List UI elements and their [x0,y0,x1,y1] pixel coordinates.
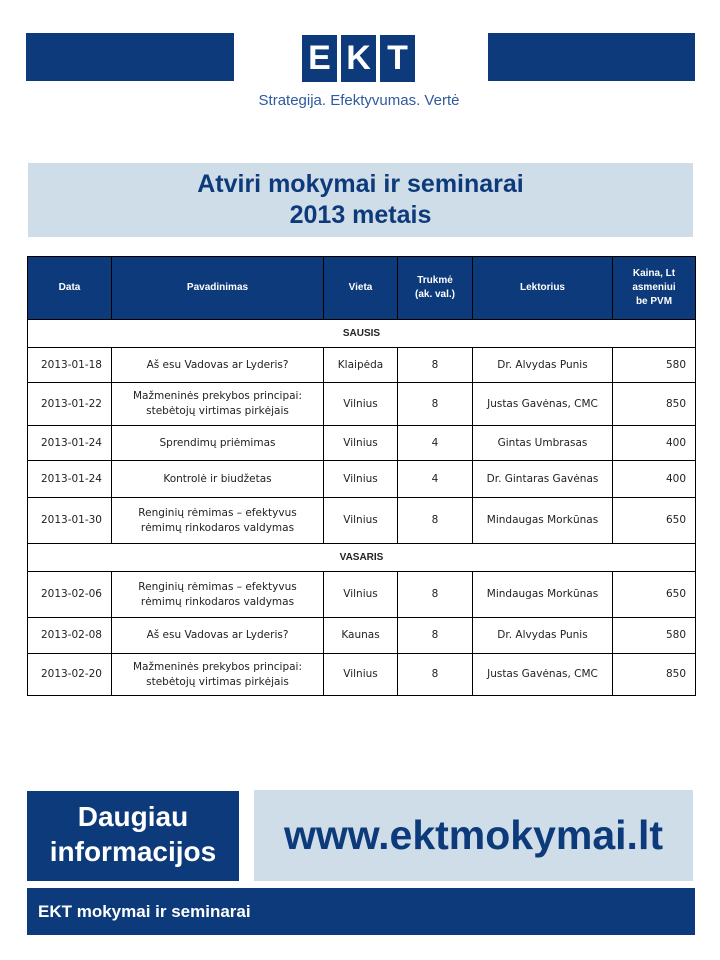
page-title [28,163,693,237]
cell-place: Vilnius [324,654,398,696]
cell-title-line-1: Sprendimų priėmimas [159,436,276,449]
cell-title [112,654,324,696]
cell-title-line-1: Renginių rėmimas – efektyvus [138,580,297,593]
header-date: Data [28,257,112,320]
header-price-line-3: be PVM [635,296,673,307]
header-lecturer: Lektorius [473,257,613,320]
cell-price: 850 [613,383,696,426]
cell-title-line-1: Renginių rėmimas – efektyvus [138,506,297,519]
logo-tagline: Strategija. Efektyvumas. Vertė [258,92,460,109]
cell-hours: 8 [398,348,473,383]
table-row [28,383,696,426]
cell-title-line-2: rėmimų rinkodaros valdymas [140,595,295,608]
header-place: Vieta [324,257,398,320]
cell-title [112,618,324,654]
cell-title [112,572,324,618]
cell-title-line-2: stebėtojų virtimas pirkėjais [146,405,289,417]
title-line-1: Atviri mokymai ir seminarai [197,170,524,198]
month-label: VASARIS [28,544,696,572]
table-row [28,572,696,618]
cell-price: 400 [613,461,696,498]
cell-price: 580 [613,348,696,383]
cell-price: 850 [613,654,696,696]
month-row-vasaris [28,544,696,572]
logo-letter-t: T [380,35,415,82]
cell-date: 2013-01-24 [28,461,112,498]
website-link[interactable]: www.ektmokymai.lt [254,790,693,881]
cell-lecturer: Dr. Alvydas Punis [473,618,613,654]
header-title: Pavadinimas [112,257,324,320]
cell-place: Vilnius [324,383,398,426]
cell-title [112,498,324,544]
cell-title-line-1: Kontrolė ir biudžetas [163,472,272,485]
cell-title [112,461,324,498]
cell-date: 2013-02-08 [28,618,112,654]
cell-price: 400 [613,426,696,461]
cell-hours: 8 [398,654,473,696]
cell-price: 650 [613,498,696,544]
cell-title [112,383,324,426]
month-row-sausis [28,320,696,348]
table-row [28,348,696,383]
cell-lecturer: Gintas Umbrasas [473,426,613,461]
cell-place: Vilnius [324,461,398,498]
cell-title-line-2: rėmimų rinkodaros valdymas [140,521,295,534]
table-row [28,618,696,654]
cell-place: Vilnius [324,572,398,618]
more-info-box [27,791,239,881]
table-row [28,461,696,498]
cell-lecturer: Dr. Gintaras Gavėnas [473,461,613,498]
more-info-line-1: Daugiau [77,801,189,832]
cell-date: 2013-02-20 [28,654,112,696]
cell-title [112,348,324,383]
cell-lecturer: Mindaugas Morkūnas [473,498,613,544]
cell-hours: 8 [398,572,473,618]
cell-place: Klaipėda [324,348,398,383]
cell-place: Kaunas [324,618,398,654]
month-label: SAUSIS [28,320,696,348]
cell-title [112,426,324,461]
cell-lecturer: Justas Gavėnas, CMC [473,654,613,696]
cell-price: 650 [613,572,696,618]
cell-hours: 8 [398,498,473,544]
cell-title-line-1: Aš esu Vadovas ar Lyderis? [146,358,289,371]
header-band-left [26,33,234,81]
header-band-right [488,33,695,81]
header-duration [398,257,473,320]
cell-hours: 8 [398,618,473,654]
cell-price: 580 [613,618,696,654]
logo-letter-k: K [341,35,376,82]
footer-bar [27,888,695,935]
table-header-row [28,257,696,320]
footer-text: EKT mokymai ir seminarai [38,902,251,921]
table-row [28,426,696,461]
cell-lecturer: Justas Gavėnas, CMC [473,383,613,426]
cell-title-line-1: Aš esu Vadovas ar Lyderis? [146,629,289,641]
title-line-2: 2013 metais [289,201,432,229]
cell-hours: 4 [398,461,473,498]
cell-date: 2013-01-18 [28,348,112,383]
header-duration-line-2: (ak. val.) [414,289,456,300]
cell-hours: 4 [398,426,473,461]
table-row [28,498,696,544]
cell-place: Vilnius [324,426,398,461]
schedule-table [27,256,696,696]
cell-date: 2013-02-06 [28,572,112,618]
table-row [28,654,696,696]
logo-letter-e: E [302,35,337,82]
cell-date: 2013-01-24 [28,426,112,461]
cell-hours: 8 [398,383,473,426]
header-price-line-1: Kaina, Lt [632,268,676,279]
cell-title-line-1: Mažmeninės prekybos principai: [132,390,302,402]
cell-place: Vilnius [324,498,398,544]
cell-title-line-2: stebėtojų virtimas pirkėjais [146,675,289,688]
cell-date: 2013-01-22 [28,383,112,426]
header-price [613,257,696,320]
header-price-line-2: asmeniui [632,282,676,293]
ekt-logo [302,35,415,82]
cell-lecturer: Mindaugas Morkūnas [473,572,613,618]
cell-title-line-1: Mažmeninės prekybos principai: [132,660,302,673]
cell-lecturer: Dr. Alvydas Punis [473,348,613,383]
cell-date: 2013-01-30 [28,498,112,544]
more-info-line-2: informacijos [49,836,217,867]
header-duration-line-1: Trukmė [417,275,453,286]
